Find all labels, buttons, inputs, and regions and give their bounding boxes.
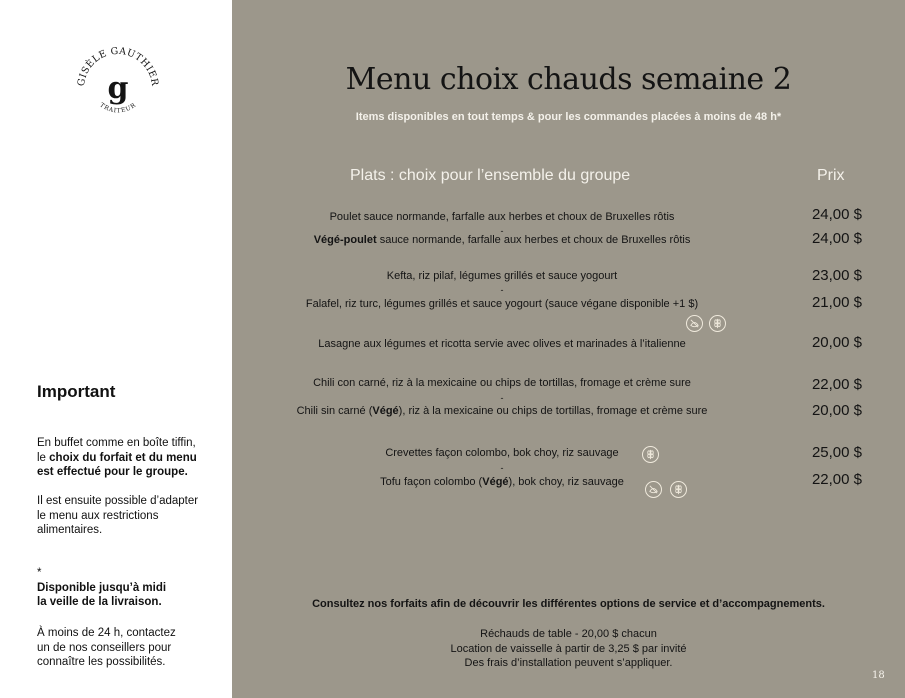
dish-separator: - (500, 285, 504, 295)
dish-price: 24,00 $ (811, 206, 862, 223)
brand-tagline: TRAITEUR (98, 101, 138, 115)
dish-price: 23,00 $ (811, 267, 862, 284)
brand-logo (68, 42, 168, 122)
dish-item: Crevettes façon colombo, bok choy, riz sauvage (385, 447, 619, 459)
dish-separator: - (500, 463, 504, 473)
column-header-prix: Prix (817, 167, 845, 184)
dish-price: 21,00 $ (811, 294, 862, 311)
footer-line-installation: Des frais d’installation peuvent s’appliquer. (464, 657, 673, 669)
dish-item: Kefta, riz pilaf, légumes grillés et sauce yogourt (386, 270, 618, 282)
dish-price: 22,00 $ (811, 376, 862, 393)
dish-item: Poulet sauce normande, farfalle aux herbes et choux de Bruxelles rôtis (329, 211, 675, 223)
dish-price: 22,00 $ (811, 471, 862, 488)
dish-item: Chili sin carné (Végé), riz à la mexicaine ou chips de tortillas, fromage et crème sure (296, 405, 708, 417)
gluten-free-icon (642, 446, 659, 463)
important-para-4: À moins de 24 h, contactez un de nos conseillers pour connaître les possibilités. (37, 627, 176, 668)
forfaits-note: Consultez nos forfaits afin de découvrir les différentes options de service et d’accompagnements. (312, 598, 825, 610)
sidebar (0, 0, 232, 698)
dish-item: Chili con carné, riz à la mexicaine ou chips de tortillas, fromage et crème sure (313, 377, 691, 389)
dish-price: 24,00 $ (811, 230, 862, 247)
footer-line-vaisselle: Location de vaisselle à partir de 3,25 $ par invité (450, 643, 687, 655)
dish-separator: - (500, 393, 504, 403)
footer-line-rechauds: Réchauds de table - 20,00 $ chacun (480, 628, 657, 640)
menu-subtitle: Items disponibles en tout temps & pour les commandes placées à moins de 48 h* (355, 111, 782, 123)
important-para-2: Il est ensuite possible d’adapter le menu aux restrictions alimentaires. (37, 495, 199, 536)
dairy-free-icon (645, 481, 662, 498)
dish-item: Falafel, riz turc, légumes grillés et sauce yogourt (sauce végane disponible +1 $) (305, 298, 699, 310)
page-number: 18 (872, 670, 885, 681)
gluten-free-icon (670, 481, 687, 498)
dish-item: Tofu façon colombo (Végé), bok choy, riz sauvage (380, 476, 624, 488)
dish-item: Lasagne aux légumes et ricotta servie avec olives et marinades à l’italienne (318, 338, 686, 350)
brand-monogram: g (107, 71, 129, 106)
dish-price: 20,00 $ (811, 334, 862, 351)
dish-price: 25,00 $ (811, 444, 862, 461)
menu-panel (232, 0, 905, 698)
important-para-1: En buffet comme en boîte tiffin, le choix du forfait et du menu est effectué pour le groupe. (37, 437, 197, 478)
dairy-free-icon (686, 315, 703, 332)
dish-item: Végé-poulet sauce normande, farfalle aux herbes et choux de Bruxelles rôtis (313, 234, 691, 246)
menu-title: Menu choix chauds semaine 2 (345, 62, 792, 97)
gluten-free-icon (709, 315, 726, 332)
dish-price: 20,00 $ (811, 402, 862, 419)
important-title: Important (37, 382, 116, 401)
column-header-plats: Plats : choix pour l’ensemble du groupe (350, 167, 631, 184)
brand-name: GISÈLE GAUTHIER (75, 45, 161, 87)
dish-separator: - (500, 226, 504, 236)
important-para-3: * Disponible jusqu’à midi la veille de la livraison. (37, 567, 167, 608)
